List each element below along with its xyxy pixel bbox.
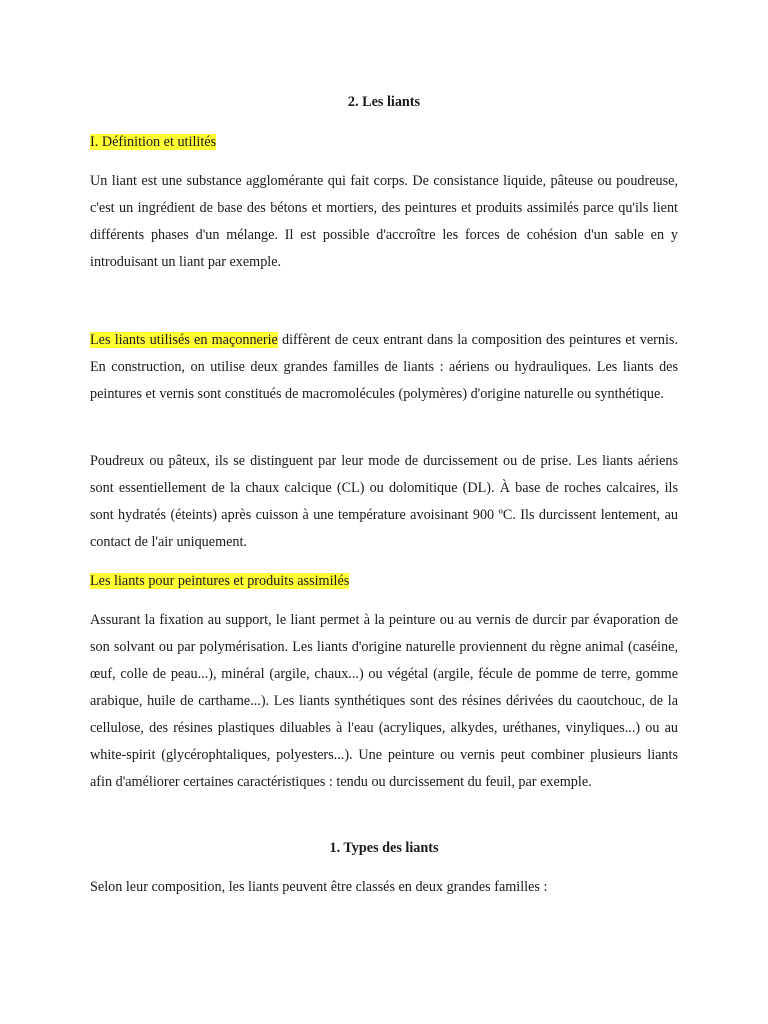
highlighted-heading: I. Définition et utilités <box>90 134 217 150</box>
paragraph-text: diffèrent de ceux entrant dans la composition des peintures et vernis. En construction, on utilise deux grandes familles de liants : aériens ou hydrauliques. Les liants des peintures et vernis sont constitués de macromolécules (polymères) d'origine naturelle ou synthétique. <box>90 332 678 402</box>
section-heading-definition <box>90 129 678 156</box>
paragraph-types: Selon leur composition, les liants peuvent être classés en deux grandes familles : <box>90 879 548 895</box>
paragraph-liants-aeriens: Poudreux ou pâteux, ils se distinguent par leur mode de durcissement ou de prise. Les liants aériens sont essentiellement de la chaux calcique (CL) ou dolomitique (DL). À base de roches calcaires, ils sont hydratés (éteints) après cuisson à une température avoisinant 900 ºC. Ils durcissent lentement, au contact de l'air uniquement. <box>90 453 678 550</box>
paragraph-maconnerie <box>90 327 678 408</box>
paragraph-peintures: Assurant la fixation au support, le liant permet à la peinture ou au vernis de durcir par évaporation de son solvant ou par polymérisation. Les liants d'origine naturelle proviennent du règne animal (caséine, œuf, colle de peau...), minéral (argile, chaux...) ou végétal (argile, fécule de pomme de terre, gomme arabique, huile de carthame...). Les liants synthétiques sont des résines dérivées du caoutchouc, de la cellulose, des résines plastiques diluables à l'eau (acryliques, alkydes, uréthanes, vinyliques...) ou au white-spirit (glycérophtaliques, polyesters...). Une peinture ou vernis peut combiner plusieurs liants afin d'améliorer certaines caractéristiques : tendu ou durcissement du feuil, par exemple. <box>90 612 678 790</box>
highlighted-heading: Les liants pour peintures et produits assimilés <box>90 573 350 589</box>
page-title: 2. Les liants <box>347 94 421 110</box>
highlighted-phrase: Les liants utilisés en maçonnerie <box>90 332 278 348</box>
section-heading-peintures <box>90 568 678 595</box>
section-heading-types: 1. Types des liants <box>329 840 439 856</box>
paragraph-definition: Un liant est une substance agglomérante qui fait corps. De consistance liquide, pâteuse ou poudreuse, c'est un ingrédient de base des bétons et mortiers, des peintures et produits assimilés parce qu'ils lient différents phases d'un mélange. Il est possible d'accroître les forces de cohésion d'un sable en y introduisant un liant par exemple. <box>90 173 678 270</box>
